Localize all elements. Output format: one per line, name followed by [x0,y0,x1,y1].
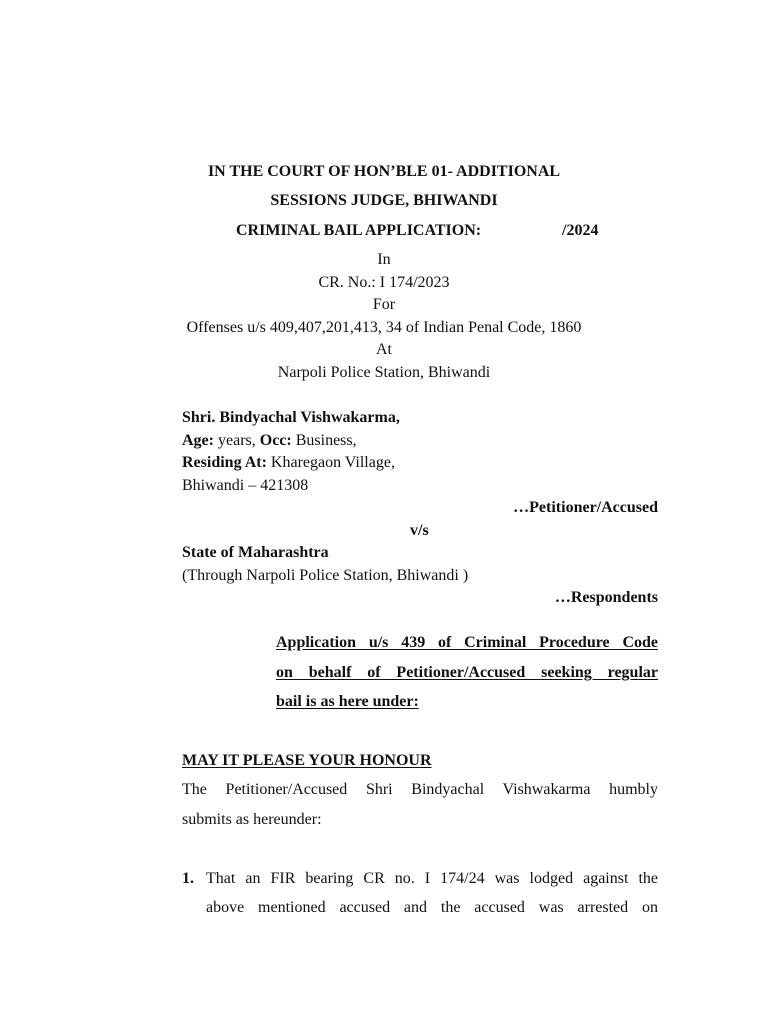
application-title-line1: Application u/s 439 of Criminal Procedure Code [276,634,658,651]
residing-label: Residing At: [182,454,267,471]
residing-value: Kharegaon Village, [266,454,395,471]
point1-line1: That an FIR bearing CR no. I 174/24 was lodged against the [206,870,658,887]
respondent-through: (Through Narpoli Police Station, Bhiwandi ) [182,567,469,584]
versus-label: v/s [410,522,429,539]
occupation-label: Occ: [259,432,292,449]
occupation-value: Business, [291,432,357,449]
case-offenses: Offenses u/s 409,407,201,413, 34 of Indian Penal Code, 1860 [186,319,582,336]
point1-number: 1. [182,870,194,887]
case-at: At [376,341,392,358]
bail-application-year: /2024 [562,222,599,239]
intro-line1: The Petitioner/Accused Shri Bindyachal Vishwakarma humbly [182,781,658,798]
bail-application-label: CRIMINAL BAIL APPLICATION: [236,222,482,239]
age-label: Age: [182,432,214,449]
case-for: For [372,296,396,313]
court-heading-line2: SESSIONS JUDGE, BHIWANDI [270,192,498,209]
point1-line2: above mentioned accused and the accused was arrested on [206,899,658,916]
salutation: MAY IT PLEASE YOUR HONOUR [182,752,432,769]
petitioner-name: Shri. Bindyachal Vishwakarma, [182,409,400,426]
case-police-station: Narpoli Police Station, Bhiwandi [277,364,491,381]
case-in: In [377,251,391,268]
petitioner-address-line2: Bhiwandi – 421308 [182,477,309,494]
respondent-name: State of Maharashtra [182,544,329,561]
application-title-line2: on behalf of Petitioner/Accused seeking regular [276,664,658,681]
age-value: years, [213,432,260,449]
case-cr-number: CR. No.: I 174/2023 [318,274,450,291]
petitioner-role: …Petitioner/Accused [513,499,658,516]
court-heading-line1: IN THE COURT OF HON’BLE 01- ADDITIONAL [207,163,561,180]
respondent-role: …Respondents [554,589,658,606]
petitioner-residence [182,453,395,473]
intro-line2: submits as hereunder: [182,811,322,828]
application-title-line3: bail is as here under: [276,693,419,710]
petitioner-age-occupation [182,431,357,451]
